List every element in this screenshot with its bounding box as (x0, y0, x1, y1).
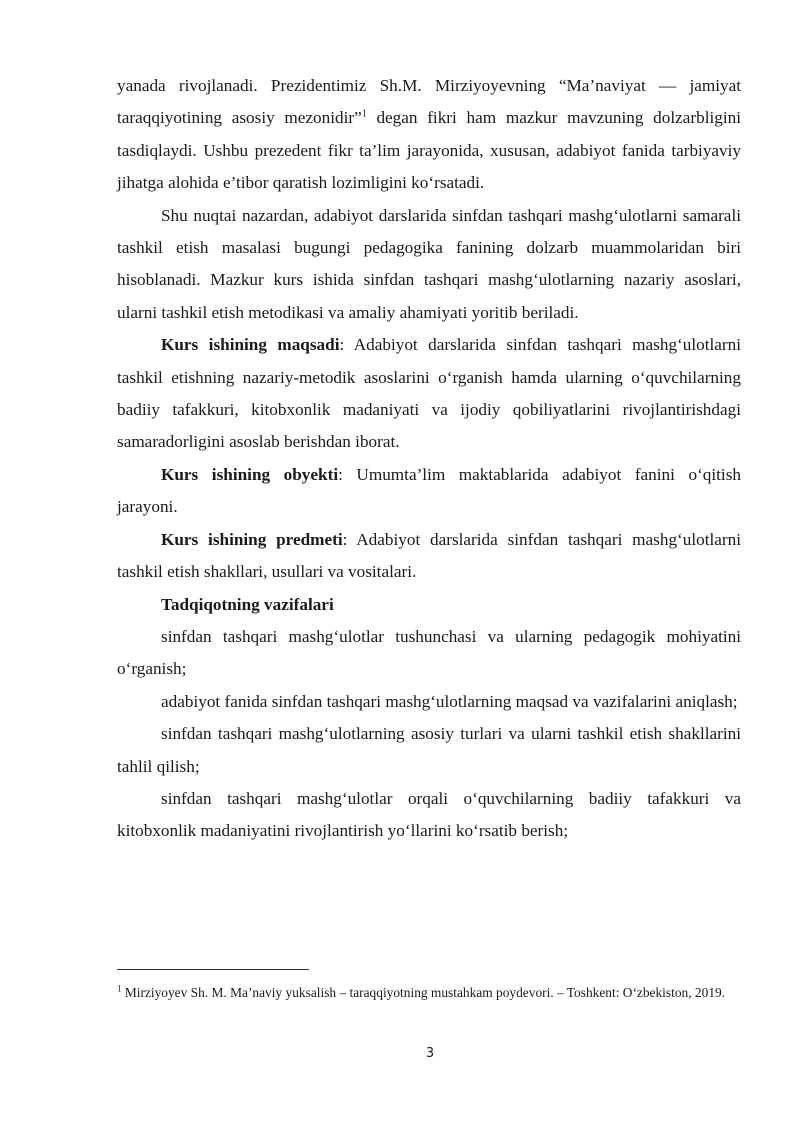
task-item-3: sinfdan tashqari mashg‘ulotlarning asosiy turlari va ularni tashkil etish shakllarini tahlil qilish; (117, 724, 741, 776)
object-label: Kurs ishining obyekti (161, 464, 339, 484)
paragraph-object (117, 459, 741, 524)
footnote (117, 980, 741, 1006)
footnote-reference[interactable]: 1 (361, 108, 367, 120)
task-item-2: adabiyot fanida sinfdan tashqari mashg‘ulotlarning maqsad va vazifalarini aniqlash; (161, 691, 738, 711)
aim-text: : Adabiyot darslarida sinfdan tashqari mashg‘ulotlarni tashkil etishning nazariy-metodik asoslarini o‘rganish hamda ularning o‘quvchilarning badiiy tafakkuri, kitobxonlik madaniyati va ijodiy qobiliyatlarini rivojlantirishdagi samaradorligini asoslab berishdan iborat. (117, 335, 742, 452)
footnote-separator (117, 969, 309, 970)
task-item-4: sinfdan tashqari mashg‘ulotlar orqali o‘quvchilarning badiiy tafakkuri va kitobxonlik madaniyatini rivojlantirish yo‘llarini ko‘rsatib berish; (117, 788, 741, 841)
subject-text: : Adabiyot darslarida sinfdan tashqari mashg‘ulotlarni tashkil etish shakllari, usullari va vositalari. (117, 529, 742, 582)
page-number: 3 (425, 1046, 435, 1061)
paragraph-aim (117, 329, 741, 459)
paragraph-intro (117, 70, 741, 200)
aim-label: Kurs ishining maqsadi (161, 335, 340, 355)
paragraph-relevance: Shu nuqtai nazardan, adabiyot darslarida sinfdan tashqari mashg‘ulotlarni samarali tashkil etish masalasi bugungi pedagogika fanining dolzarb muammolaridan biri hisoblanadi. Mazkur kurs ishida sinfdan tashqari mashg‘ulotlarning nazariy asoslari, ularni tashkil etish metodikasi va amaliy ahamiyati yoritib beriladi. (117, 205, 741, 322)
tasks-heading (117, 589, 741, 621)
paragraph-intro-text-b: degan fikri ham mazkur mavzuning dolzarbligini tasdiqlaydi. Ushbu prezedent fikr ta’lim jarayonida, xususan, adabiyot fanida tarbiyaviy jihatga alohida e’tibor qaratish lozimligini ko‘rsatadi. (117, 108, 741, 193)
body-text (117, 70, 741, 848)
paragraph-subject (117, 524, 741, 589)
subject-label: Kurs ishining predmeti (161, 529, 343, 549)
footnote-marker: 1 (117, 983, 122, 994)
paragraph-intro-text-a: yanada rivojlanadi. Prezidentimiz Sh.M. Mirziyoyevning “Ma’naviyat — jamiyat taraqqiyotining asosiy mezonidir” (117, 76, 741, 128)
task-item-1: sinfdan tashqari mashg‘ulotlar tushunchasi va ularning pedagogik mohiyatini o‘rganish; (117, 626, 741, 679)
tasks-heading-text: Tadqiqotning vazifalari (161, 594, 334, 614)
footnote-text: Mirziyoyev Sh. M. Ma’naviy yuksalish – taraqqiyotning mustahkam poydevori. – Toshkent: O‘zbekiston, 2019. (121, 985, 726, 1000)
object-text: : Umumta’lim maktablarida adabiyot fanini o‘qitish jarayoni. (117, 464, 741, 517)
